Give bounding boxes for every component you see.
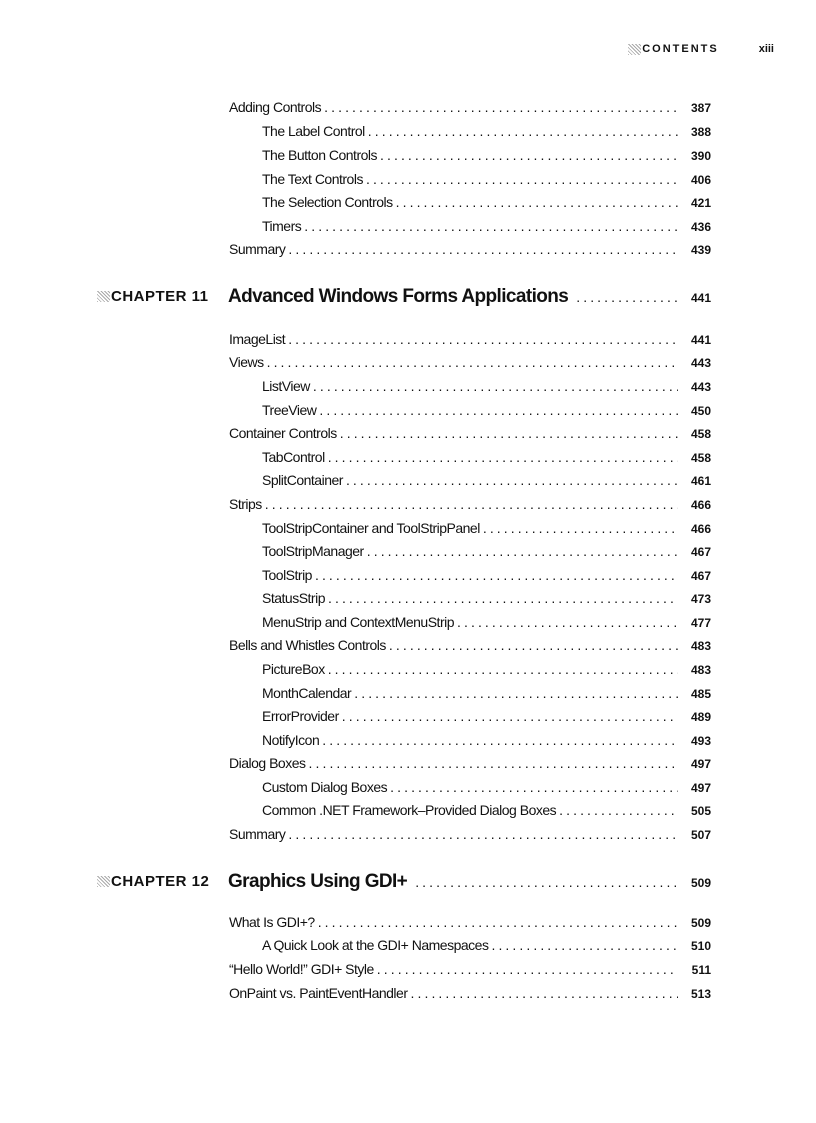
dot-leader <box>309 755 679 771</box>
toc-entry-page: 458 <box>690 427 711 441</box>
toc-entry[interactable] <box>262 779 711 799</box>
chapter-heading[interactable] <box>97 871 711 899</box>
dot-leader <box>340 425 678 441</box>
toc-entry-page: 511 <box>691 963 711 977</box>
toc-entry[interactable] <box>229 241 711 261</box>
chapter-label <box>97 873 228 890</box>
toc-entry[interactable] <box>262 567 711 587</box>
dot-leader <box>319 402 678 418</box>
dot-leader <box>411 985 679 1001</box>
hatch-bullet-icon <box>628 44 641 55</box>
hatch-bullet-icon <box>97 291 110 302</box>
toc-entry-title: Bells and Whistles Controls <box>229 637 386 653</box>
toc-entry[interactable] <box>262 708 711 728</box>
toc-entry[interactable] <box>262 194 711 214</box>
dot-leader <box>328 661 678 677</box>
toc-entry-title: NotifyIcon <box>262 732 320 748</box>
toc-entry[interactable] <box>229 914 711 934</box>
dot-leader <box>415 874 678 890</box>
toc-entry-page: 493 <box>690 734 711 748</box>
toc-entry-page: 443 <box>690 356 711 370</box>
toc-entry[interactable] <box>262 732 711 752</box>
chapter-number: CHAPTER 11 <box>111 288 209 305</box>
toc-entry-page: 467 <box>690 569 711 583</box>
chapter-heading[interactable] <box>97 286 711 314</box>
toc-entry[interactable] <box>262 472 711 492</box>
dot-leader <box>367 543 678 559</box>
toc-entry[interactable] <box>262 802 711 822</box>
toc-entry-title: ToolStrip <box>262 567 312 583</box>
toc-entry[interactable] <box>229 961 711 981</box>
toc-entry-title: “Hello World!” GDI+ Style <box>229 961 374 977</box>
toc-entry[interactable] <box>262 171 711 191</box>
toc-entry-page: 483 <box>690 639 711 653</box>
toc-entry-title: ToolStripManager <box>262 543 364 559</box>
toc-entry-page: 473 <box>690 592 711 606</box>
toc-entry-title: ListView <box>262 378 310 394</box>
chapter-page: 441 <box>690 291 711 305</box>
toc-entry-title: TreeView <box>262 402 317 418</box>
toc-entry-title: Common .NET Framework–Provided Dialog Boxes <box>262 802 557 818</box>
toc-entry-page: 510 <box>690 939 711 953</box>
dot-leader <box>288 826 678 842</box>
toc-entry[interactable] <box>262 147 711 167</box>
toc-entry[interactable] <box>229 985 711 1005</box>
toc-entry-page: 421 <box>690 196 711 210</box>
toc-entry-title: Views <box>229 354 264 370</box>
header-page-number: xiii <box>758 43 774 55</box>
toc-entry-page: 388 <box>690 125 711 139</box>
chapter-number: CHAPTER 12 <box>111 873 210 890</box>
dot-leader <box>457 614 678 630</box>
toc-entry-title: Timers <box>262 218 302 234</box>
toc-entry[interactable] <box>262 520 711 540</box>
dot-leader <box>288 241 678 257</box>
toc-entry-page: 497 <box>690 757 711 771</box>
toc-entry-title: SplitContainer <box>262 472 343 488</box>
toc-entry-page: 390 <box>690 149 711 163</box>
toc-entry[interactable] <box>262 449 711 469</box>
toc-entry[interactable] <box>262 543 711 563</box>
dot-leader <box>342 708 678 724</box>
toc-entry-title: The Label Control <box>262 123 365 139</box>
toc-entry-title: Strips <box>229 496 262 512</box>
toc-entry-page: 439 <box>690 243 711 257</box>
toc-entry-page: 507 <box>690 828 711 842</box>
toc-entry-title: ToolStripContainer and ToolStripPanel <box>262 520 480 536</box>
toc-entry[interactable] <box>262 218 711 238</box>
dot-leader <box>322 732 678 748</box>
toc-entry-title: Dialog Boxes <box>229 755 306 771</box>
toc-entry-title: The Button Controls <box>262 147 378 163</box>
toc-entry-page: 443 <box>690 380 711 394</box>
toc-entry-page: 441 <box>690 333 711 347</box>
toc-entry[interactable] <box>262 937 711 957</box>
dot-leader <box>389 637 678 653</box>
toc-entry-page: 387 <box>690 101 711 115</box>
toc-entry-title: ErrorProvider <box>262 708 339 724</box>
toc-entry-title: What Is GDI+? <box>229 914 315 930</box>
toc-entry-page: 509 <box>690 916 711 930</box>
toc-entry[interactable] <box>262 123 711 143</box>
toc-entry-page: 450 <box>690 404 711 418</box>
dot-leader <box>576 289 678 305</box>
dot-leader <box>267 354 678 370</box>
toc-entry-title: OnPaint vs. PaintEventHandler <box>229 985 408 1001</box>
toc-entry-title: A Quick Look at the GDI+ Namespaces <box>262 937 489 953</box>
dot-leader <box>559 802 678 818</box>
toc-entry-title: Custom Dialog Boxes <box>262 779 388 795</box>
toc-entry[interactable] <box>229 354 711 374</box>
dot-leader <box>390 779 678 795</box>
dot-leader <box>368 123 678 139</box>
toc-entry-title: Summary <box>229 826 286 842</box>
dot-leader <box>328 449 678 465</box>
dot-leader <box>288 331 678 347</box>
toc-entry[interactable] <box>262 661 711 681</box>
chapter-page: 509 <box>690 876 711 890</box>
toc-entry-page: 485 <box>690 687 711 701</box>
toc-entry-page: 497 <box>690 781 711 795</box>
toc-entry[interactable] <box>262 685 711 705</box>
toc-entry-page: 489 <box>690 710 711 724</box>
toc-entry[interactable] <box>262 590 711 610</box>
toc-entry-title: The Text Controls <box>262 171 363 187</box>
chapter-label <box>97 288 228 305</box>
dot-leader <box>318 914 678 930</box>
toc-entry-page: 461 <box>690 474 711 488</box>
toc-entry[interactable] <box>229 496 711 516</box>
dot-leader <box>396 194 678 210</box>
toc-entry[interactable] <box>229 755 711 775</box>
toc-entry-title: The Selection Controls <box>262 194 393 210</box>
toc-entry-page: 436 <box>690 220 711 234</box>
toc-entry-title: ImageList <box>229 331 286 347</box>
dot-leader <box>346 472 678 488</box>
dot-leader <box>380 147 678 163</box>
dot-leader <box>377 961 678 977</box>
toc-entry[interactable] <box>229 425 711 445</box>
toc-entry-page: 466 <box>690 522 711 536</box>
toc-entry-title: Summary <box>229 241 286 257</box>
hatch-bullet-icon <box>97 876 110 887</box>
toc-entry[interactable] <box>229 826 711 846</box>
toc-entry-page: 466 <box>690 498 711 512</box>
toc-entry-title: TabControl <box>262 449 325 465</box>
toc-entry[interactable] <box>262 378 711 398</box>
dot-leader <box>304 218 678 234</box>
toc-entry[interactable] <box>229 637 711 657</box>
toc-entry-title: PictureBox <box>262 661 325 677</box>
dot-leader <box>315 567 678 583</box>
toc-entry[interactable] <box>229 99 711 119</box>
toc-entry-page: 483 <box>690 663 711 677</box>
toc-entry-page: 477 <box>690 616 711 630</box>
toc-entry[interactable] <box>262 614 711 634</box>
toc-entry[interactable] <box>262 402 711 422</box>
toc-entry[interactable] <box>229 331 711 351</box>
chapter-title: Graphics Using GDI+ <box>228 871 408 892</box>
running-head <box>628 41 774 57</box>
dot-leader <box>265 496 678 512</box>
toc-entry-title: MonthCalendar <box>262 685 352 701</box>
toc-entry-page: 467 <box>690 545 711 559</box>
dot-leader <box>324 99 678 115</box>
toc-entry-page: 513 <box>690 987 711 1001</box>
dot-leader <box>328 590 678 606</box>
dot-leader <box>483 520 678 536</box>
dot-leader <box>354 685 678 701</box>
toc-entry-title: MenuStrip and ContextMenuStrip <box>262 614 454 630</box>
toc-entry-title: Adding Controls <box>229 99 322 115</box>
toc-entry-page: 406 <box>690 173 711 187</box>
dot-leader <box>491 937 678 953</box>
toc-entry-page: 505 <box>690 804 711 818</box>
toc-entry-page: 458 <box>690 451 711 465</box>
toc-entry-title: Container Controls <box>229 425 337 441</box>
dot-leader <box>366 171 678 187</box>
dot-leader <box>313 378 678 394</box>
chapter-title: Advanced Windows Forms Applications <box>228 286 569 307</box>
section-label <box>628 43 719 55</box>
section-title: CONTENTS <box>642 43 719 55</box>
toc-entry-title: StatusStrip <box>262 590 325 606</box>
